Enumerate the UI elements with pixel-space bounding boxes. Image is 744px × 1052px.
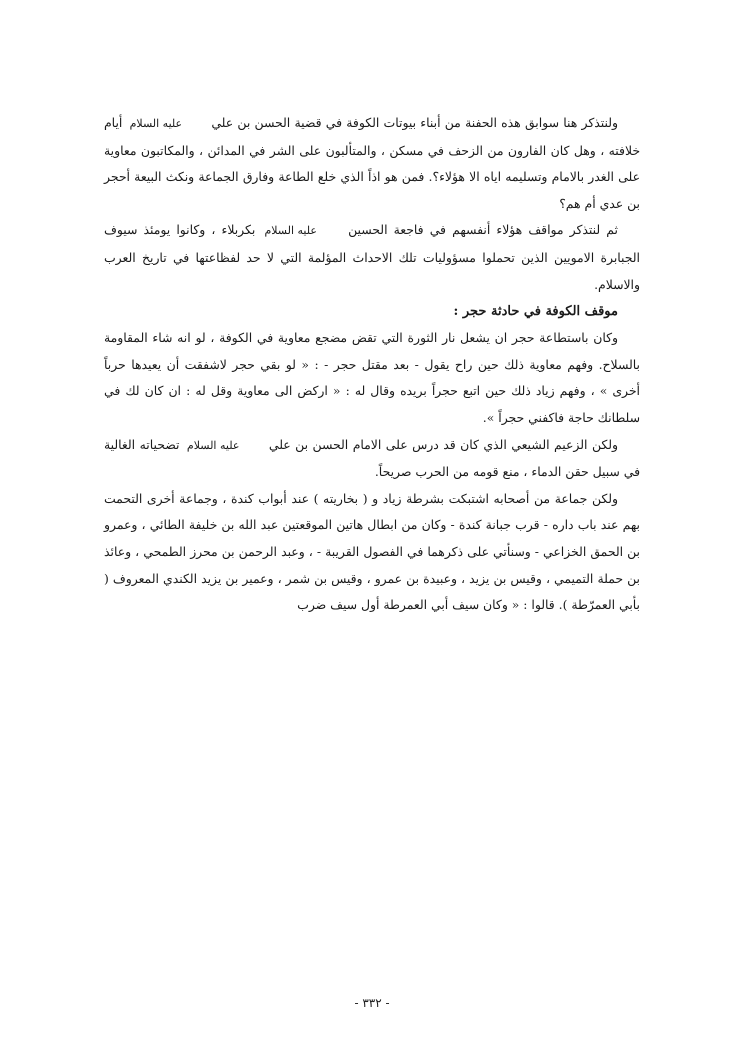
paragraph-3: وكان باستطاعة حجر ان يشعل نار الثورة التي تقض مضجع معاوية في الكوفة ، لو انه شاء المقاومة بالسلاح. وفهم معاوية ذلك حين راح يقول - بعد مقتل حجر - : « لو بقي حجر لاشفقت أن يعيدها حرباً أخرى » ، وفهم زياد ذلك حين اتبع حجراً بريده وقال له : « اركض الى معاوية وقل له : ان كان لك في سلطانك حاجة فاكفني حجراً ». [104, 330, 640, 425]
paragraph-2-text-a: ثم لنتذكر مواقف هؤلاء أنفسهم في فاجعة الحسين [341, 222, 618, 238]
paragraph-4-text-a: ولكن الزعيم الشيعي الذي كان قد درس على الامام الحسن بن علي [264, 436, 618, 452]
page-body [104, 110, 640, 619]
paragraph-1-text-a: ولنتذكر هنا سوابق هذه الحفنة من أبناء بيوتات الكوفة في قضية الحسن بن علي [207, 115, 618, 130]
paragraph-4-text-b: تضحياته الغالية في سبيل حقن الدماء ، منع قومه من الحرب صريحاً. [104, 436, 640, 480]
paragraph-2 [104, 217, 640, 298]
page-number: - ٣٣٢ - [354, 996, 390, 1010]
section-heading: موقف الكوفة في حادثة حجر : [453, 304, 618, 320]
paragraph-1-text-b: أيام خلافته ، وهل كان الفارون من الزحف في مسكن ، والمتألبون على الشر في المدائن ، والمكاتبون معاوية على الغدر بالامام وتسليمه اياه الا هؤلاء؟. فمن هو اذاً الذي خلع الطاعة وفارق الجماعة ونكث البيعة أحجر بن عدي أم هم؟ [104, 115, 640, 211]
paragraph-5: ولكن جماعة من أصحابه اشتبكت بشرطة زياد و ( بخاريته ) عند أبواب كندة ، وجماعة أخرى التحمت بهم عند باب داره - قرب جبانة كندة - وكان من ابطال هاتين الموقعتين عبد الله بن خليفة الطائي ، وعمرو بن الحمق الخزاعي - وسنأتي على ذكرهما في الفصول القريبة - ، وعبد الرحمن بن محرز الطمحي ، وعائذ بن حملة التميمي ، وقيس بن يزيد ، وعبيدة بن عمرو ، وقيس بن شمر ، وعمير بن يزيد الكندي المعروف ( بأبي العمرّطة ). قالوا : « وكان سيف أبي العمرطة أول سيف ضرب [104, 490, 640, 613]
honorific-mark: عليه السلام [129, 117, 183, 130]
honorific-mark: عليه السلام [186, 438, 240, 452]
paragraph-2-text-b: بكربلاء ، وكانوا يومئذ سيوف الجبابرة الامويين الذين تحملوا مسؤوليات تلك الاحداث المؤلمة التي لا حد لفظاعتها في تاريخ العرب والاسلام. [104, 222, 640, 292]
paragraph-1 [104, 110, 640, 217]
honorific-mark: عليه السلام [264, 224, 317, 238]
paragraph-4 [104, 432, 640, 486]
